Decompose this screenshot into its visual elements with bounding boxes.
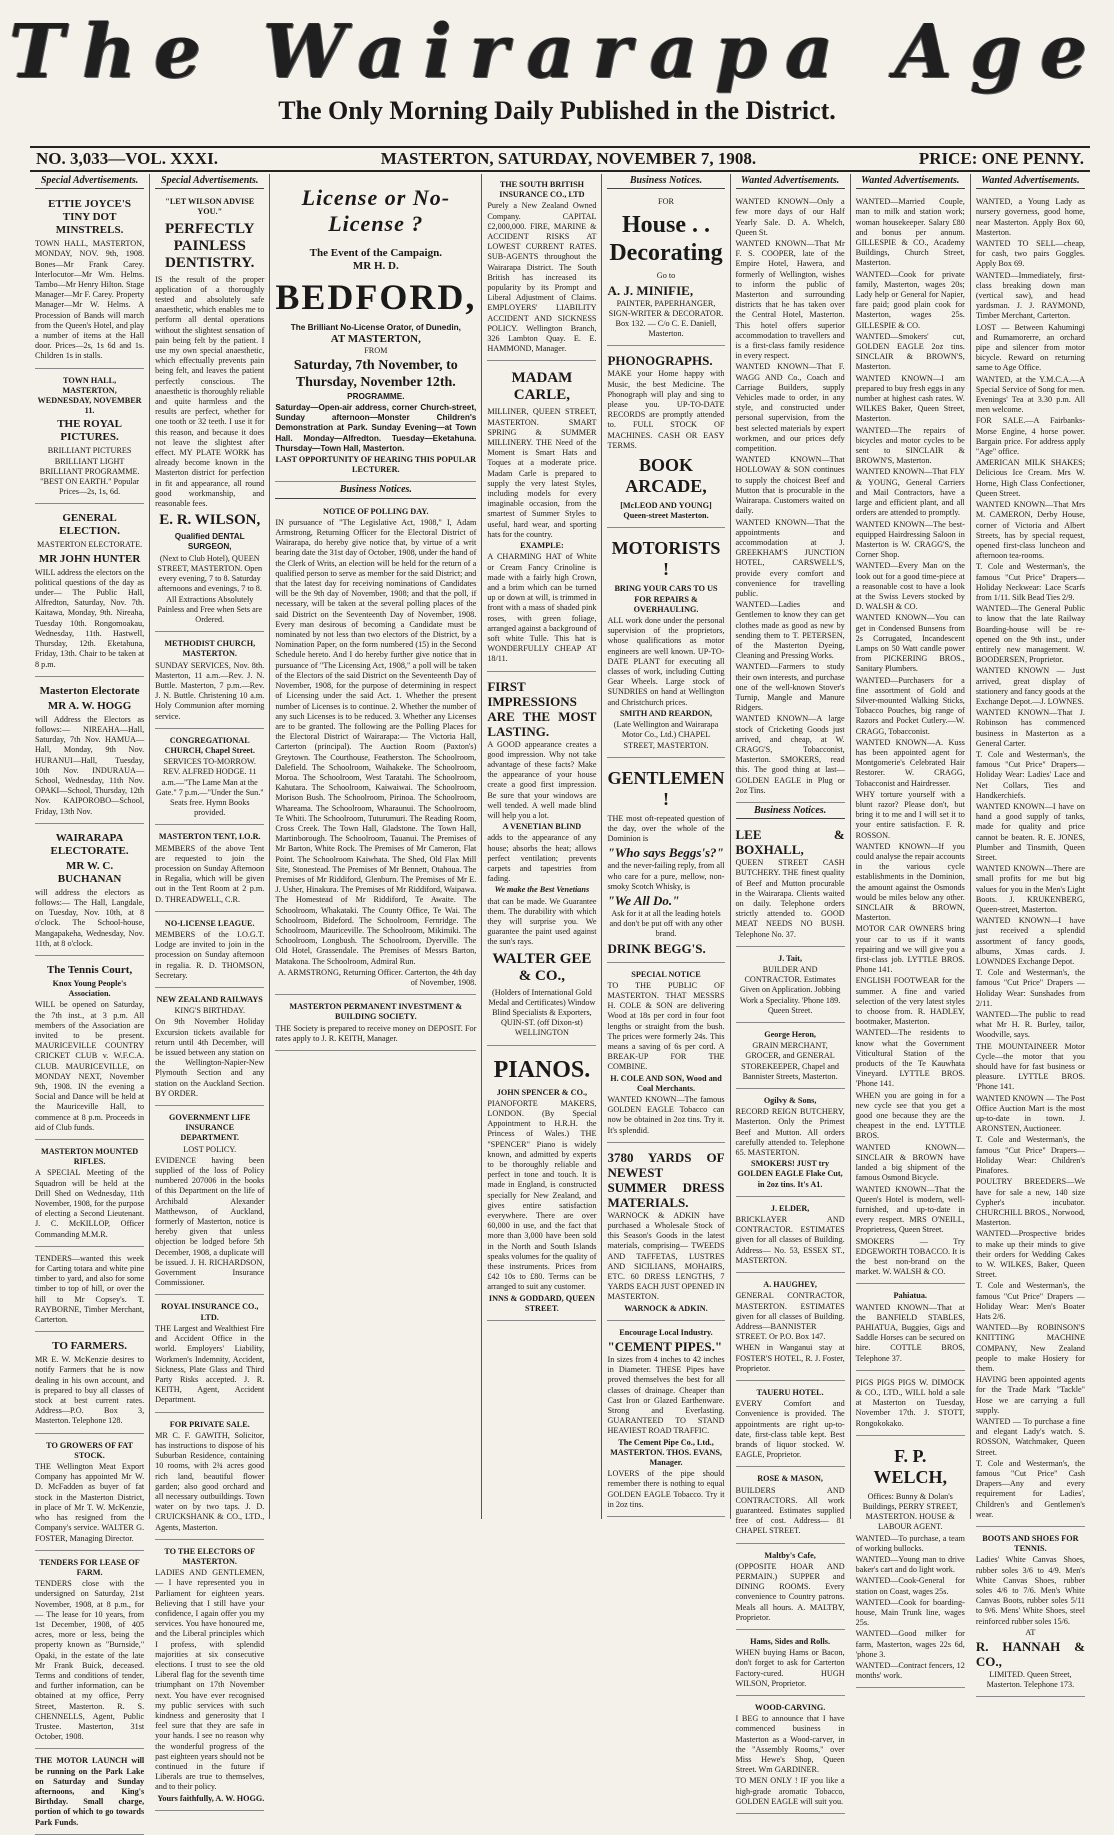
ad-title: GENERAL ELECTION. bbox=[59, 512, 120, 538]
wanted-item: WANTED—Prospective brides to make up their minds to give their orders for Wedding Cakes to W. WILKES, Baker, Queen Street. bbox=[975, 1229, 1085, 1280]
ad-motorists bbox=[607, 531, 724, 757]
ad-tennis-court bbox=[35, 959, 144, 1140]
ad-body: THE Wellington Meat Export Company has appointed Mr W. D. McFadden as buyer of fat stock in the Masterton District, in place of Mr T. W. McKenzie, who has resigned from the Company's service. WALTER G. FOSTER, Managing Director. bbox=[35, 1462, 145, 1543]
ad-signature: INNS & GODDARD, QUEEN STREET. bbox=[488, 1293, 595, 1313]
ad-minifie bbox=[607, 193, 724, 346]
place-and-date: MASTERTON, SATURDAY, NOVEMBER 7, 1908. bbox=[380, 149, 757, 168]
ad-name: LEE & BOXHALL, bbox=[735, 827, 845, 858]
wanted-item: WANTED—Every Man on the look out for a good time-piece at a reasonable cost to have a look at the Swiss Levers stocked by D. WALSH & CO. bbox=[855, 561, 965, 612]
ad-permanent-investment bbox=[275, 998, 476, 1051]
ad-elder bbox=[736, 1200, 845, 1273]
ad-title: WAIRARAPA ELECTORATE. bbox=[50, 831, 129, 857]
ad-nz-railways bbox=[155, 991, 264, 1106]
ad-name: A. HAUGHEY, bbox=[763, 1280, 817, 1290]
ad-title: NO-LICENSE LEAGUE. bbox=[164, 918, 255, 928]
ad-body: RECORD REIGN BUTCHERY, Masterton. Only the Primest Beef and Mutton. All orders carefully attended to. Telephone 65. MASTERTON. bbox=[735, 1107, 845, 1158]
wanted-item: WANTED TO SELL—cheap, for cash, two pairs Goggles. Apply Box 69. bbox=[975, 239, 1085, 269]
ad-no-license-league bbox=[155, 915, 264, 988]
ad-body: On 9th November Holiday Excursion tickets available for return until 4th December, will be issued between any station on the Wellington-Napier-New Plymouth Section and any station on the Auckland Section. BY ORDER. bbox=[155, 1017, 265, 1098]
wanted-item: WANTED KNOWN—That FLY & YOUNG, General Carriers and Mail Contractors, have a large and efficient plant, and all orders are attended to promptly. bbox=[855, 467, 965, 518]
ad-royal-pictures bbox=[35, 372, 144, 505]
ad-name: MR A. W. HOGG bbox=[47, 699, 132, 712]
wanted-item: AMERICAN MILK SHAKES; Delicious Ice Cream. Mrs W. Horne, High Class Confectioner, Queen Street. bbox=[975, 458, 1085, 498]
wanted-item: WANTED KNOWN — Just arrived, great display of stationery and fancy goods at the Exchange Depot.—J. LOWNES. bbox=[975, 666, 1085, 706]
wanted-item: T. Cole and Westerman's, the famous "Cut Price" Drapers—Holiday Wear: Children's Pinafores. bbox=[975, 1135, 1085, 1176]
wanted-item: HAVING been appointed agents for the Trade Mark "Tackle" Hose we are carrying a full supply. bbox=[975, 1375, 1085, 1415]
wanted-item: MOTOR CAR OWNERS bring your car to us if it wants repairing and we will give you a first-class job. LYTTLE BROS. Phone 141. bbox=[855, 924, 965, 975]
golden-eagle-body: WANTED KNOWN—The famous GOLDEN EAGLE Tobacco can now be obtained in 2oz tins. Try it. It's splendid. bbox=[607, 1094, 725, 1135]
wanted-item: WANTED KNOWN—I am prepared to buy fresh eggs in any number at highest cash rates. W. WILKES Baker, Queen Street, Masterton. bbox=[855, 373, 965, 424]
ad-to-farmers bbox=[35, 1335, 144, 1433]
ad-body: EVERY Comfort and Convenience is provided. The appointments are right up-to-date, first-class table kept. Best brands of liquor stocked. W. EAGLE, Proprietor. bbox=[735, 1399, 845, 1460]
from-line: FROM bbox=[364, 345, 388, 355]
mr-line: MR H. D. bbox=[352, 260, 399, 272]
lecture-dates: Saturday, 7th November, to Thursday, November 12th. bbox=[293, 357, 458, 390]
wanted-item: WANTED—Ladies and Gentlemen to know they can get clothes made as good as new by sending them to T. PETERSEN, of the Masterton Dyeing, Cleaning and Pressing Works. bbox=[735, 600, 845, 661]
men-only-line: TO MEN ONLY ! IF you like a high-grade aromatic Tobacco, GOLDEN EAGLE will suit you. bbox=[735, 1776, 845, 1806]
ad-name: WOOD-CARVING. bbox=[754, 1703, 826, 1712]
best-body: that can be made. We Guarantee them. The durability with which they will surprise you. We guarantee the paint used against the sun's rays. bbox=[487, 896, 597, 947]
smokers-line: SMOKERS! JUST try GOLDEN EAGLE Flake Cut, in 2oz tins. It's A1. bbox=[737, 1159, 843, 1189]
newspaper-tagline: The Only Morning Daily Published in the District. bbox=[278, 96, 836, 125]
ad-subtitle: KING'S BIRTHDAY. bbox=[174, 1006, 246, 1016]
column-heading: Business Notices. bbox=[736, 806, 845, 819]
ad-pahiatua bbox=[856, 1287, 965, 1370]
ad-fat-stock bbox=[35, 1437, 144, 1551]
ad-body: I BEG to announce that I have commenced business in Masterton as a Wood-carver, in the "Assembly Rooms," over Miss Hewe's Shop, Queen Street. Wm GARDINER. bbox=[735, 1714, 845, 1775]
column-5 bbox=[602, 174, 730, 1519]
wanted-item: WANTED—By ROBINSON'S KNITTING MACHINE COMPANY, New Zealand people to make Hosiery for them. bbox=[975, 1323, 1085, 1373]
ad-name: H. COLE AND SON, Wood and Coal Merchants. bbox=[610, 1073, 722, 1093]
blind-heading: A VENETIAN BLIND bbox=[502, 822, 582, 832]
ad-bedford-lecture bbox=[275, 176, 476, 482]
ad-private-sale bbox=[155, 1416, 264, 1540]
wanted-item: WANTED—Farmers to study their own interests, and purchase one of the well-known Stover's Turnip, Mangle and Manure Ridgers. bbox=[735, 662, 845, 713]
ad-ogilvy bbox=[736, 1092, 845, 1197]
wanted-item: WANTED—Good milker for farm, Masterton, wages 22s 6d, 'phone 3. bbox=[855, 1629, 965, 1659]
wanted-item: WANTED—The residents to know what the Government Viticultural Station of the products of the Te Kauwhata Vineyard. LYTTLE BROS. 'Phone 141. bbox=[855, 1028, 965, 1089]
wanted-item: ENGLISH FOOTWEAR for the summer. A fine and varied selection of the very latest styles to choose from. R. HADLEY, bootmaker, Masterton. bbox=[855, 976, 965, 1027]
newspaper-title: The Wairarapa Age bbox=[8, 9, 1105, 95]
ad-body: PIGS PIGS PIGS W. DIMOCK & CO., LTD., WILL hold a sale at Masterton on Tuesday, November 17th. J. STOTT, Rongokokako. bbox=[855, 1377, 965, 1428]
ad-body: THE Society is prepared to receive money on DEPOSIT. For rates apply to J. R. KEITH, Manager. bbox=[275, 1023, 477, 1043]
column-7 bbox=[851, 174, 971, 1681]
ad-subtitle: LOST POLICY. bbox=[183, 1144, 237, 1154]
ad-rose-mason bbox=[736, 1470, 845, 1543]
at-line: AT bbox=[1025, 1627, 1036, 1637]
ad-body: A GOOD appearance creates a good impression. Why not take advantage of these facts? Make the appearance of your house create a good first impression. Be sure that your windows are well tended. A well made blind will help you a lot. bbox=[487, 739, 597, 820]
wanted-item: WANTED KNOWN—That Mrs M. CAMERON, Derby House, corner of Victoria and Albert Streets, has by special request, opened first-class luncheon and afternoon tea-rooms. bbox=[975, 500, 1085, 561]
ad-government-insurance bbox=[155, 1109, 264, 1295]
ad-title: ETTIE JOYCE'S TINY DOT MINSTRELS. bbox=[48, 198, 131, 237]
ad-body: BUILDERS AND CONTRACTORS. All work guaranteed. Estimates supplied free of cost. Address— 81 CHAPEL STREET. bbox=[735, 1485, 845, 1536]
ad-wood-carving bbox=[736, 1699, 845, 1814]
wanted-list bbox=[856, 193, 965, 1284]
column-heading: Special Advertisements. bbox=[155, 176, 264, 189]
ad-name: E. R. WILSON, bbox=[159, 512, 261, 529]
ad-title: TO FARMERS. bbox=[52, 1340, 127, 1353]
ad-subtitle: THE ROYAL PICTURES. bbox=[57, 418, 122, 444]
ad-body: TENDERS—wanted this week for Carting totara and white pine timber to yard, and also for some timber to top of hill, or over the hill to Mr Copsey's. T. RAYBORNE, Timber Merchant, Carterton. bbox=[35, 1253, 145, 1325]
ad-body: IS the result of the proper application of a thoroughly tested and absolutely safe anaesthetic, which enables me to perform all dental operations without the slightest sensation of pain being felt by the patient. I use my own special anaesthetic, which effectually prevents pain being felt, and leaves the patient perfectly conscious. The anaesthetic is thoroughly reliable and quite harmless and the results are perfect, whether for one tooth or 32 teeth. I use it for this reason, and because it does not leave the slightest after effect. MY PLATE WORK has already become known in the Masterton district for perfection in fit and appearance, all round good workmanship, and reasonable fees. bbox=[155, 274, 265, 509]
wanted-item: WANTED KNOWN—That HOLLOWAY & SON continues to supply the choicest Beef and Mutton that is procurable in the Wairarapa. Customers waited on daily. bbox=[735, 455, 845, 516]
wanted-item: WANTED KNOWN—SINCLAIR & BROWN have landed a big shipment of the famous Osmond Bicycle. bbox=[855, 1142, 965, 1183]
wanted-item: WANTED KNOWN—I have on hand a good supply of tanks, made for quality and price cannot be beaten. R. E. JONES, Plumber and Tinsmith, Queen Street. bbox=[975, 801, 1085, 862]
ad-madam-carle bbox=[487, 364, 596, 671]
wanted-item: WANTED—Smokers' cut, GOLDEN EAGLE 2oz tins. SINCLAIR & BROWN'S, Masterton. bbox=[855, 331, 965, 372]
ad-body: GRAIN MERCHANT, GROCER, and GENERAL STOREKEEPER, Chapel and Bannister Streets, Masterton. bbox=[741, 1041, 840, 1081]
example-heading: EXAMPLE: bbox=[520, 541, 564, 551]
wanted-item: WANTED KNOWN—That Mr F. S. COOPER, late of the Empire Hotel, Hawera, and formerly of Wellington, wishes to inform the public of Masterton and surrounding districts that he has taken over the Central Hotel, Masterton. This hotel offers superior accommodation to travellers and is a first-class family residence in every respect. bbox=[735, 239, 845, 361]
ad-title: SPECIAL NOTICE bbox=[631, 969, 701, 979]
wanted-item: WANTED KNOWN — The Post Office Auction Mart is the most up-to-date in town. J. ARONSTEN, Auctioneer. bbox=[975, 1093, 1085, 1134]
ad-title: MOTORISTS ! bbox=[611, 538, 721, 580]
ad-body: PIANOFORTE MAKERS, LONDON. (By Special Appointment to H.R.H. the Princess of Wales.) THE "SPENCER" Piano is widely known, and admitted by experts to be thoroughly reliable and perfect in tone and touch. It is made in England, is constructed specially for New Zealand, and gives entire satisfaction everywhere. There are over 60,000 in use, and the fact that more than 3,000 have been sold in the North and South Islands speaks volumes for the quality of these instruments. Prices from £42 10s to £80. Terms can be arranged to suit any customer. bbox=[487, 1098, 597, 1292]
column-heading: Wanted Advertisements. bbox=[976, 176, 1085, 189]
blind-body: adds to the appearance of any house; absorbs the heat; allows perfect ventilation; prevents carpets and tapestries from fading. bbox=[487, 833, 597, 884]
ad-quote: "LET WILSON ADVISE YOU." bbox=[165, 197, 255, 217]
column-2 bbox=[150, 174, 270, 1803]
ad-body: WHEN buying Hams or Bacon, don't forget to ask for Carterton Factory-cured. HUGH WILSON, Proprietor. bbox=[735, 1648, 845, 1688]
for-line: FOR bbox=[658, 197, 674, 207]
price: PRICE: ONE PENNY. bbox=[918, 149, 1084, 168]
wanted-item: WANTED KNOWN—The best-equipped Hairdressing Saloon in Masterton is W. CRAGG'S, the Corner Shop. bbox=[855, 519, 965, 560]
wanted-item: WANTED KNOWN—If you could analyse the repair accounts in the various cycle establishments in the Dominion, the amount against the Osmonds would be miles below any other. SINCLAIR & BROWN, Masterton. bbox=[855, 841, 965, 923]
ad-body: TENDERS close with the undersigned on Saturday, 21st November, 1908, at 8 p.m., for— The lease for 10 years, from 1st December, 1908, of 405 acres, more or less, being the property known as "Burnside," Opaki, in the estate of the late Mr Frank Buick, deceased. Terms and conditions of tender, and further information, can be obtained at my office, Perry Street, Masterton. R. S. CHENNELLS, Agent, Public Trustee. Masterton, 31st October, 1908. bbox=[35, 1579, 145, 1742]
ad-body: MR C. F. GAWITH, Solicitor, has instructions to dispose of his Suburban Residence, containing 10 rooms, with 2¾ acres good rich land, beautiful flower garden; also good orchard and all necessary outbuildings. Town water on by two taps. J. D. CRUICKSHANK & CO., LTD., Agents, Masterton. bbox=[155, 1430, 265, 1532]
ad-address: LIMITED. Queen Street, Masterton. Telephone 173. bbox=[986, 1670, 1075, 1690]
wanted-item: WANTED—Cook-General for station on Coast, wages 25s. bbox=[855, 1576, 965, 1596]
beggs-ask: Ask for it at all the leading hotels and don't be put off with any other brand. bbox=[609, 908, 723, 939]
ad-title: FIRST IMPRESSIONS ARE THE MOST LASTING. bbox=[487, 678, 597, 739]
column-heading: Special Advertisements. bbox=[35, 176, 144, 189]
ad-body: MEMBERS of the I.O.G.T. Lodge are invited to join in the procession on Sunday afternoon in regalia. R. D. THOMSON, Secretary. bbox=[155, 929, 265, 980]
programme-body: Saturday—Open-air address, corner Church-street, Sunday afternoon—Monster Children's Demonstration at Park. Sunday Evening—at Town Hall. Monday—Alfredton. Tuesday—Eketahuna. Thursday—Town Hall, Masterton. bbox=[275, 403, 477, 453]
ad-body: MAKE your Home happy with Music, the best Medicine. The Phonograph will play and sing to please you. UP-TO-DATE RECORDS are promptly attended to. FULL STOCK OF MACHINES. CASH OR EASY TERMS. bbox=[607, 369, 725, 450]
ad-subtitle: BRING YOUR CARS TO US FOR REPAIRS & OVERHAULING. bbox=[614, 584, 718, 614]
wanted-item: WANTED—To purchase, a team of working bullocks. bbox=[855, 1533, 965, 1553]
ad-title: BOOTS AND SHOES FOR TENNIS. bbox=[982, 1534, 1079, 1554]
ad-name: A. J. MINIFIE, bbox=[607, 282, 694, 298]
ad-name: Hams, Sides and Rolls. bbox=[750, 1636, 831, 1646]
ad-walter-gee bbox=[487, 675, 596, 1046]
column-heading: Wanted Advertisements. bbox=[856, 176, 965, 189]
ad-polling-day bbox=[275, 503, 476, 996]
ad-title: MASTERTON PERMANENT INVESTMENT & BUILDING SOCIETY. bbox=[289, 1002, 463, 1022]
ad-hannah-boots bbox=[976, 1530, 1085, 1697]
ad-congregational-church bbox=[155, 732, 264, 826]
ad-body: BRILLIANT PICTURES BRILLIANT LIGHT BRILLIANT PROGRAMME. "BEST ON EARTH." Popular Prices—2s, 1s, 6d. bbox=[39, 446, 140, 497]
ad-body: MR E. W. McKenzie desires to notify Farmers that he is now dealing in his own account, and is prepared to buy all classes of stock at best current rates. Address—P.O. Box 3, Masterton. Telephone 128. bbox=[35, 1355, 145, 1426]
ad-body: Purely a New Zealand Owned Company. CAPITAL £2,000,000. FIRE, MARINE & ACCIDENT RISKS AT LOWEST CURRENT RATES. SUB-AGENTS throughout the Wairarapa District. The South British has increased its popularity by its Prompt and Liberal Adjustment of Claims. EMPLOYERS' LIABILITY ACCIDENT AND SICKNESS POLICY. Wellington Branch, 326 Lambton Quay. E. E. HAMMOND, Manager. bbox=[487, 201, 597, 354]
ad-body: SERVICES TO-MORROW. REV. ALFRED HODGE. 11 a.m.—"The Lame Man at the Gate." 7 p.m.—"Under the Sun." Seats free. Hymn Books provided. bbox=[155, 757, 264, 818]
beggs-middle: and the never-failing reply, from all who care for a pure, mellow, non-smoky Scotch Whisky, is bbox=[607, 861, 725, 891]
ad-name: R. HANNAH & CO., bbox=[975, 1639, 1085, 1670]
wanted-item: WANTED—The repairs of bicycles and motor cycles to be sent to SINCLAIR & BROWN'S, Masterton. bbox=[855, 425, 965, 466]
ad-body: TO THE PUBLIC OF MASTERTON. THAT MESSRS H. COLE & SON are delivering Wood at 18s per cord in four foot lengths or straight from the bush. The prices were formerly 24s. This means a saving of 6s per cord. A BREAK-UP FOR THE COMBINE. bbox=[607, 980, 725, 1072]
column-4 bbox=[482, 174, 602, 1519]
ad-south-british bbox=[487, 176, 596, 361]
ad-body: ALL work done under the personal supervision of the proprietors, whose qualifications as motor engineers are well known. UP-TO-DATE PLANT for executing all classes of work, including Cutting Gear Wheels. Large stock of SUNDRIES on hand at Wellington and Christchurch prices. bbox=[607, 616, 725, 707]
ad-body: will Address the Electors as follows:— NIREAHA—Hall, Saturday, 7th Nov. HAMUA—Hall, Monday, 9th Nov. HURANUI—Hall, Tuesday, 10th Nov. INDURAUA—School, Wednesday, 11th Nov. OPAKI—School, Thursday, 12th Nov. KAIPOROBO—School, Friday, 13th Nov. bbox=[35, 714, 145, 816]
ad-motor-launch bbox=[35, 1752, 144, 1834]
ad-name: MADAM CARLE, bbox=[511, 370, 573, 404]
wanted-item: WANTED, a Young Lady as nursery governess, good home, near Masterton. Apply Box 60, Masterton. bbox=[975, 197, 1085, 237]
ad-taueru-hotel bbox=[736, 1384, 845, 1467]
wanted-item: WANTED KNOWN—That J. Robinson has commenced business in Masterton as a General Carter. bbox=[975, 708, 1085, 748]
wanted-item: T. Cole and Westerman's, the famous "Cut Price" Cash Drapers—Any and every requirement for Ladies', Children's and Gentlemen's wear. bbox=[975, 1458, 1085, 1519]
wanted-item: T. Cole and Westerman's, the famous "Cut Price" Drapers — Holiday Wear: Sunshades from 2/11. bbox=[975, 968, 1085, 1008]
wanted-list bbox=[736, 193, 845, 803]
wanted-item: WHEN you are going in for a new cycle see that you get a good one because they are the cheapest in the end. LYTTLE BROS. bbox=[855, 1090, 965, 1141]
ad-minstrels bbox=[35, 193, 144, 368]
ad-body: A SPECIAL Meeting of the Squadron will be held at the Drill Shed on Wednesday, 11th November, 1908, for the purpose of electing a Second Lieutenant. J. C. McKILLOP, Officer Commanding M.M.R. bbox=[35, 1168, 145, 1239]
wanted-item: FOR SALE.—A Fairbanks-Morse Engine, 4 horse power. Bargain price. For address apply "Age" office. bbox=[975, 416, 1085, 457]
ad-body: PAINTER, PAPERHANGER, SIGN-WRITER & DECORATOR. Box 132. — C/o C. E. Daniell, Masterton. bbox=[608, 298, 724, 339]
ad-subtitle: Knox Young People's Association. bbox=[52, 978, 127, 999]
wanted-item: WANTED—Immediately, first-class breaking down man (vertical saw), and head yardsman. J. J. RAYMOND, Timber Merchant, Carterton. bbox=[975, 270, 1085, 321]
beggs-question: "Who says Beggs's?" bbox=[607, 845, 724, 861]
ad-body: WILL address the electors on the political questions of the day as under— The Public Hall, Alfredton, Saturday, Nov. 7th. Kaitawa, Monday, 9th. Nireaha, Tuesday 10th. Rongomoakau, Wednesday, 11th. Hastwell, Thursday, 12th. Eketahuna, Friday, 13th. Chair to be taken at 8 p.m. bbox=[35, 567, 145, 669]
ad-body: THE Largest and Wealthiest Fire and Accident Office in the world. Employers' Liability, Workmen's Indemnity, Accident, Sickness, Plate Glass and Third Party Risks accepted. J. R. KEITH, Agent, Accident Department. bbox=[155, 1323, 265, 1405]
ad-maltby-cafe bbox=[736, 1547, 845, 1630]
wanted-item: WANTED KNOWN—That F. WAGG AND Co., Coach and Carriage Builders, supply Vehicles made to order, in any style, and constructed under personal supervision, from the best selected materials by expert workmen, and our prices defy competition. bbox=[735, 362, 845, 454]
ad-title: House . . Decorating bbox=[609, 212, 723, 267]
ad-name: WALTER GEE & CO., bbox=[492, 950, 592, 984]
ad-body: WILL be opened on Saturday, the 7th inst., at 3 p.m. All members of the Association are invited to be present. MAURICEVILLE COUNTRY CRICKET CLUB v. W.F.C.A. CLUB. MAURICEVILLE, on MONDAY NEXT, November 9th, 1908. IN the evening a Social and Dance will be held at the Mauriceville Hall, to commence at 8 p.m. Proceeds in aid of Club funds. bbox=[35, 1000, 145, 1132]
ad-title: METHODIST CHURCH, MASTERTON. bbox=[164, 639, 256, 659]
ad-title: THE SOUTH BRITISH INSURANCE CO., LTD bbox=[499, 180, 585, 200]
wanted-item: LOST — Between Kahumingi and Rumamorerre, an orchard pipe and silencer from motor bicycle. Reward on returning same to Age Office. bbox=[975, 322, 1085, 373]
ad-methodist-church bbox=[155, 635, 264, 729]
ad-title: PHONOGRAPHS. bbox=[607, 353, 713, 369]
wanted-item: WANTED KNOWN—A large stock of Cricketing Goods just arrived, and cheap, at W. CRAGG'S, Tobacconist, Masterton. SMOKERS, read this. The good thing at last—GOLDEN EAGLE in Plug or 2oz Tins. bbox=[735, 714, 845, 795]
ad-wilson-dentistry bbox=[155, 193, 264, 632]
wanted-item: WHY torture yourself with a blunt razor? Please don't, but bring it to me and I will set it to your entire satisfaction. F. R. ROSSON. bbox=[855, 789, 965, 840]
wanted-item: WANTED—The public to read what Mr H. R. Burley, tailor, Woodville, says. bbox=[975, 1010, 1085, 1040]
ad-title: NEW ZEALAND RAILWAYS bbox=[156, 995, 263, 1004]
ad-body: IN pursuance of "The Legislative Act, 1908," I, Adam Armstrong, Returning Officer for the Electoral District of Wairarapa, do hereby give notice that, by virtue of a writ bearing date the 31st day of October, 1908, under the hand of the Clerk of Writs, an election will be held for the return of a qualified person to serve as member for the said District; and that the latest day for receiving nominations of Candidates will be the 9th day of November, 1908; and that the poll, if necessary, will be taken at the several polling places of the said District on the Seventeenth Day of November, 1908. Every man desirous of becoming a Candidate must be nominated by not less than two electors of the District, by a Nomination Paper, on the form numbered (15) in the Second Schedule hereto. And I do hereby further give notice that in pursuance of "The Licensing Act, 1908," a poll will be taken of the Electors of the said District on the Seventeenth Day of November, 1908, for the purpose of determining in respect of Licensing under the said Act. 1. Whether the present number of Licenses is to continue. 2. Whether the number of any such Licenses is to be reduced. 3. Whether any Licenses are to be granted. The following are the Polling Places for the Electoral District of Wairarapa:— The Victoria Hall, Carterton (principal). The Auction Room (Paxton's) Greytown. The Courthouse, Featherston. The Schoolroom, Dalefield. The Schoolroom, Waihakeke. The Schoolroom, Moroa. The Schoolroom, West Taratahi. The Schoolroom, Kahutara. The Schoolroom, Kaiwaiwai. The Schoolroom, Morison Bush. The Schoolroom, Pirinoa. The Schoolroom, Whareama. The Schoolroom, Wharaunui. The Schoolroom, Te Whiti. The Schoolroom, Tuturumuri. The Reading Room, Cross Creek. The Town Hall, Gladstone. The Town Hall, Martinborough. The Schoolroom, Tauanui. The Premises of Mr Barton, White Rock. The Premises of Mr Cameron, Flat Point. The Schoolroom Kaiwhata. The Shed, Old Flax Mill Site, Stonestead. The Premises of Mr Bennett, Otahoua. The Premises of Mr Riddiford, Glenburn. The Premises of Mr E. J. Usher, Hinakura. The Premises of Mr Riddiford, Waipawa. The Homestead of Mr Riddiford, Te Awaite. The Schoolroom, Whakataki. The County Office, Te Wai. The Schoolroom, Bideford. The Schoolroom, Fernridge. The Schoolroom, Mauriceville. The Schoolroom, Mikimiki. The Schoolroom, Longbush. The Schoolroom, Dyerville. The Old Hotel, Grassendale. The Premises of Messrs Barton, Matakona. The Schoolroom, Admiral Run. bbox=[275, 517, 477, 966]
ad-lease-farm bbox=[35, 1554, 144, 1750]
ad-body: SUNDAY SERVICES, Nov. 8th. Masterton, 11 a.m.—Rev. J. N. Buttle. Masterton, 7 p.m.—Rev. J. N. Buttle. Christening 10 a.m. Holy Communion after morning service. bbox=[155, 660, 265, 721]
speaker-name: BEDFORD, bbox=[275, 277, 477, 318]
wanted-item: SMOKERS — Try EDGEWORTH TOBACCO. It is the best non-brand on the market. W. WALSH & CO. bbox=[855, 1236, 965, 1277]
ad-body: GENERAL CONTRACTOR, MASTERTON. ESTIMATES given for all classes of Building. Address—BANNISTER STREET. Or P.O. Box 147. bbox=[735, 1291, 845, 1342]
ad-title: PERFECTLY PAINLESS DENTISTRY. bbox=[165, 220, 255, 271]
wanted-item: WANTED—Cook for boarding-house, Main Trunk line, wages 25s. bbox=[855, 1597, 965, 1628]
wanted-item: WANTED KNOWN—You can get in Condensed Bunsens from 2s Corrugated, Incandescent Lamps on 50 Watt candle power from PICKERING BROS., Sanitary Plumbers. bbox=[855, 613, 965, 674]
ad-phonographs bbox=[607, 349, 724, 528]
ad-john-hunter bbox=[35, 507, 144, 676]
ad-address: (Late Wellington and Wairarapa Motor Co., Ltd.) CHAPEL STREET, MASTERTON. bbox=[613, 720, 719, 750]
ad-body: WARNOCK & ADKIN have purchased a Wholesale Stock of this Season's Goods in the latest materials, comprising— TWEEDS AND TAFFETAS, LUSTRES AND SICILIANS, MOHAIRS, ETC. 60 DRESS LENGTHS, 7 YARDS EACH JUST OPENED IN MASTERTON. bbox=[607, 1210, 725, 1302]
ad-title: The Tennis Court, bbox=[46, 963, 133, 976]
last-opportunity: LAST OPPORTUNITY OF HEARING THIS POPULAR LECTURER. bbox=[275, 455, 477, 475]
ad-royal-insurance bbox=[155, 1298, 264, 1412]
ad-body: TOWN HALL, MASTERTON, MONDAY, NOV. 9th, 1908. Bones—Mr Frank Carey. Interlocutor—Mr Wm. Helms. Tambo—Mr Henry Hilton. Stage Manager—Mr F. Carey. Property Manager—Mr W. Helms. A Procession of Bands will march from the Queen's Hotel, and play a number of items at the Hall door. Prices—2s, 1s 6d and 1s. Children 1s in stalls. bbox=[35, 239, 145, 361]
column-1 bbox=[30, 174, 150, 1827]
wanted-item: WANTED KNOWN—That the appointments and accommodation at J. GREEKHAM'S JUNCTION HOTEL, CARSWELL'S, provide every comfort and convenience for travelling public. bbox=[735, 517, 845, 598]
ad-title: TOWN HALL, MASTERTON, WEDNESDAY, NOVEMBER 11. bbox=[37, 375, 142, 416]
ad-name: George Heron, bbox=[764, 1030, 816, 1040]
ad-title: Masterton Electorate bbox=[39, 684, 140, 697]
book-arcade: BOOK ARCADE, bbox=[625, 455, 707, 497]
ad-lee-boxhall bbox=[736, 823, 845, 947]
ad-body: THE MOTOR LAUNCH will be running on the Park Lake on Saturday and Sunday afternoons, and King's Birthday. Small charge, portion of which to go towards Park Funds. bbox=[35, 1756, 145, 1827]
masthead bbox=[0, 0, 1114, 125]
ad-title: GENTLEMEN ! bbox=[607, 767, 725, 809]
ad-title: 3780 YARDS OF NEWEST SUMMER DRESS MATERIALS. bbox=[607, 1149, 725, 1210]
wanted-item: WANTED KNOWN—There are small profits for me but big values for you in the Men's Light Boots. J. KRUKENBERG, Queen-street, Masterton. bbox=[975, 864, 1085, 915]
ad-name: F. P. WELCH, bbox=[873, 1445, 947, 1487]
ad-signature: A. ARMSTRONG, Returning Officer. Carterton, the 4th day of November, 1908. bbox=[277, 967, 477, 987]
ad-haughey bbox=[736, 1276, 845, 1381]
ad-title: MASTERTON MOUNTED RIFLES. bbox=[41, 1147, 139, 1167]
column-6 bbox=[731, 174, 851, 1806]
columns bbox=[30, 174, 1090, 1827]
wanted-item: T. Cole and Westerman's, the famous "Cut Price" Drapers—Holiday Wear: Ladies' Lace and Net Collars, Ties and Handkerchiefs. bbox=[975, 749, 1085, 800]
wanted-list bbox=[976, 193, 1085, 1527]
ad-to-electors bbox=[155, 1543, 264, 1811]
ad-subtitle: (Holders of International Gold Medal and Certificates) Window Blind Specialists & Exporters, QUIN-ST. (off Dixon-st) WELLINGTON bbox=[488, 987, 596, 1038]
wanted-item: WANTED—Contract fencers, 12 months' work. bbox=[855, 1661, 965, 1681]
ad-body: In sizes from 4 inches to 42 inches in Diameter. THESE Pipes have proved themselves the best for all classes of drainage. Cheaper than Cast Iron or Glazed Earthenware. Strong and Everlasting. GUARANTEED TO STAND HEAVIEST ROAD TRAFFIC. bbox=[607, 1355, 725, 1436]
best-heading: We make the Best Venetians bbox=[494, 885, 590, 895]
ad-title: GOVERNMENT LIFE INSURANCE DEPARTMENT. bbox=[168, 1113, 251, 1143]
example-body: A CHARMING HAT of White or Cream Fancy Crinoline is made with a fairly high Crown, and a brim which can be turned up or down at will, is trimmed in front with a mass of shaded pink roses, with green foliage, arranged against a background of soft white Tulle. This hat is WONDERFULLY CHEAP AT 18/11. bbox=[487, 552, 597, 664]
ad-pianos bbox=[487, 1049, 596, 1321]
orator-line: The Brilliant No-License Orator, of Dunedin, bbox=[290, 323, 461, 333]
wanted-item: WANTED—Purchasers for a fine assortment of Gold and Silver-mounted Walking Sticks, Tobacco Pouches, big range of Razors and Pocket Cutlery.—W. CRAGG, Tobacconist. bbox=[855, 675, 965, 736]
ad-body: Ladies' White Canvas Shoes, rubber soles 3/6 to 4/9. Men's White Canvas Shoes, rubber soles 4/6 to 7/6. Men's White Canvas Boots, rubber soles 5/11 to 9/6. Mens' White Shoes, steel reinforced rubber soles 15/6. bbox=[975, 1555, 1085, 1626]
ad-title: NOTICE OF POLLING DAY. bbox=[323, 506, 429, 516]
column-heading: Business Notices. bbox=[607, 176, 724, 189]
column-8 bbox=[971, 174, 1090, 1690]
wanted-item: WANTED, at the Y.M.C.A.—A Special Service of Song for men. Evenings' Tea at 3.30 p.m. All men welcome. bbox=[975, 374, 1085, 415]
encourage-line: Encourage Local Industry. bbox=[619, 1327, 713, 1337]
pianos-heading: PIANOS. bbox=[493, 1056, 591, 1083]
drink-beggs: DRINK BEGG'S. bbox=[607, 940, 706, 956]
ad-body: QUEEN STREET CASH BUTCHERY. THE finest quality of Beef and Mutton procurable in the Wairarapa. Clients waited on daily. Telephone orders strictly attended to. GOOD MEAT NEEDS NO BUSH. Telephone No. 37. bbox=[735, 858, 845, 939]
wanted-item: WANTED—Young man to drive baker's cart and do light work. bbox=[855, 1554, 965, 1575]
ad-tenders-carting bbox=[35, 1250, 144, 1332]
event-line: The Event of the Campaign. bbox=[309, 247, 442, 259]
wanted-item: WANTED KNOWN—A. Kuss has been appointed agent for Montgomerie's Celebrated Hair Restorer. W. CRAGG, Tobacconist and Hairdresser. bbox=[855, 737, 965, 788]
ad-title: FOR PRIVATE SALE. bbox=[169, 1419, 250, 1429]
ad-heron bbox=[736, 1026, 845, 1089]
wanted-item: WANTED—Cook for private family, Masterton, wages 20s; Lady help or General for Napier, fare paid; good plain cook for Masterton, wages 25s. GILLESPIE & CO. bbox=[855, 269, 965, 330]
ad-name: MR JOHN HUNTER bbox=[38, 552, 141, 565]
dateline-bar bbox=[30, 146, 1090, 172]
wanted-item: WANTED KNOWN—I have just received a splendid assortment of fancy goods, albums, Xmas cards. J. LOWNDES Exchange Depot. bbox=[975, 916, 1085, 967]
ad-title: TENDERS FOR LEASE OF FARM. bbox=[39, 1557, 140, 1577]
wanted-item: T. Cole and Westerman's, the famous "Cut Price" Drapers — Holiday Wear: Men's Boater Hats 2/6. bbox=[975, 1281, 1085, 1321]
column-heading: Business Notices. bbox=[275, 485, 476, 498]
ad-buchanan bbox=[35, 827, 144, 956]
ad-title: TO GROWERS OF FAT STOCK. bbox=[46, 1440, 133, 1460]
ad-name: J. ELDER, bbox=[770, 1203, 810, 1213]
wanted-item: THE MOUNTAINEER Motor Cycle—the motor that you should have for fast business or pleasure. LYTTLE BROS. 'Phone 141. bbox=[975, 1041, 1085, 1092]
beggs-answer: "We All Do." bbox=[607, 892, 680, 908]
ad-name: J. Tait, bbox=[778, 953, 803, 963]
ad-body: EVIDENCE having been supplied of the loss of Policy numbered 207006 in the books of this Department on the life of Archibald Alexander Matthewson, of Auckland, formerly of Masterton, notice is hereby given that unless objection be lodged before 5th December, 1908, a duplicate will be issued. J. H. RICHARDSON, Government Insurance Commissioner. bbox=[155, 1155, 265, 1288]
license-heading: License or No-License ? bbox=[301, 185, 451, 236]
ad-name: TAUERU HOTEL. bbox=[756, 1387, 824, 1397]
ad-cement-pipes bbox=[607, 1324, 724, 1517]
fosters-line: WHEN in Wanganui stay at FOSTER'S HOTEL, R. J. Foster, Proprietor. bbox=[735, 1343, 845, 1373]
ad-beggs bbox=[607, 761, 724, 963]
at-line: AT MASTERTON, bbox=[330, 333, 421, 346]
ad-welch bbox=[856, 1439, 965, 1689]
ad-pigs bbox=[856, 1374, 965, 1436]
ad-body: MILLINER, QUEEN STREET, MASTERTON. SMART SPRING & SUMMER MILLINERY. THE Need of the Moment is Smart Hats and Toques at a moderate price. Madam Carle is prepared to supply the very latest Styles, including models for every imaginable occasion, from the smartest of Summer Styles to useful, hard wear, and sporting hats for the country. bbox=[487, 407, 597, 539]
ad-signature: Yours faithfully, A. W. HOGG. bbox=[157, 1793, 265, 1803]
ad-name: MR W. C. BUCHANAN bbox=[57, 859, 122, 885]
ad-name: WARNOCK & ADKIN. bbox=[624, 1303, 708, 1313]
ad-body: THE most oft-repeated question of the day, over the whole of the Dominion is bbox=[607, 813, 725, 844]
ad-mounted-rifles bbox=[35, 1143, 144, 1247]
ad-body: WANTED KNOWN—That at the BANFIELD STABLES, PAHIATUA, Buggies, Gigs and Saddle Horses can be secured on hire. COTTLE BROS, Telephone 37. bbox=[855, 1302, 965, 1363]
ad-name: ROSE & MASON, bbox=[757, 1474, 823, 1484]
ad-body: (Next to Club Hotel), QUEEN STREET, MASTERTON. Open every evening, 7 to 8. Saturday afternoons and evenings, 7 to 8. All Extractions Absolutely Painless and Free when Sets are Ordered. bbox=[157, 553, 263, 624]
wanted-item: WANTED — To purchase a fine and elegant Lady's watch. S. ROSSON, Watchmaker, Queen Street. bbox=[975, 1416, 1085, 1457]
ad-subtitle: Qualified DENTAL SURGEON, bbox=[174, 532, 245, 552]
ad-name: Maltby's Cafe, bbox=[764, 1550, 816, 1560]
ad-body: BUILDER AND CONTRACTOR. Estimates Given on Application. Jobbing Work a Speciality. 'Phone 189. Queen Street. bbox=[739, 965, 841, 1015]
ad-masterton-tent bbox=[155, 828, 264, 911]
issue-number: NO. 3,033—VOL. XXXI. bbox=[36, 149, 218, 168]
ad-title: "CEMENT PIPES." bbox=[607, 1339, 723, 1355]
ad-subtitle: MASTERTON ELECTORATE. bbox=[36, 540, 143, 550]
ad-body: Offices: Bunny & Dolan's Buildings, PERRY STREET, MASTERTON. HOUSE & LABOUR AGENT. bbox=[862, 1491, 958, 1532]
ad-name: JOHN SPENCER & CO., bbox=[496, 1087, 588, 1097]
ad-title: MASTERTON TENT, I.O.R. bbox=[158, 832, 261, 842]
goto-line: Go to bbox=[656, 271, 676, 281]
ad-body: LADIES AND GENTLEMEN,— I have represented you in Parliament for eighteen years. Believing that I still have your confidence, I again offer you my services. You have honoured me, and the Liberal principles which I profess, with splendid majorities at six consecutive elections. I trust to see the old Liberal flag for the seventh time triumphant on 17th November next. You have ever recognised my public services with such kindness and generosity that I feel sure that they are safe in your hands. I see no reason why the wonderful progress of the past eighteen years should not be continued in the future if Liberals are true to themselves, and to their policy. bbox=[155, 1568, 265, 1792]
book-arcade-sub: [McLEOD AND YOUNG] Queen-street Masterton. bbox=[620, 501, 712, 521]
ad-name: Ogilvy & Sons, bbox=[763, 1096, 817, 1106]
ad-body: BRICKLAYER AND CONTRACTOR. ESTIMATES given for all classes of Building. Address— No. 53, ESSEX ST., MASTERTON. bbox=[735, 1215, 845, 1265]
ad-body: will address the electors as follows:— The Hall, Langdale, on Tuesday, Nov. 10th, at 8 o'clock. The School-house, Mangapakeha, Wednesday, Nov. 11th, at 8 o'clock. bbox=[35, 887, 145, 948]
ad-title: Pahiatua. bbox=[893, 1291, 927, 1301]
ad-name: SMITH AND REARDON, bbox=[619, 708, 713, 718]
wanted-item: WANTED—Married Couple, man to milk and station work; woman housekeeper. Salary £80 and bonus per annum. GILLESPIE & CO., Academy Buildings, Church Street, Masterton. bbox=[855, 197, 965, 268]
ad-tait bbox=[736, 950, 845, 1023]
ad-body: (OPPOSITE HOAR AND PERMAIN.) SUPPER and DINING ROOMS. Every convenience to Country patrons. Meals all hours. A. MALTBY, Proprietor. bbox=[735, 1561, 845, 1622]
lovers-line: LOVERS of the pipe should remember there is nothing to equal GOLDEN EAGLE Tobacco. Try it in 2oz tins. bbox=[607, 1469, 725, 1509]
ad-name: The Cement Pipe Co., Ltd., MASTERTON. THOS. EVANS, Manager. bbox=[610, 1437, 722, 1468]
ad-hogg-electorate bbox=[35, 680, 144, 824]
ad-warnock-adkin bbox=[607, 1146, 724, 1321]
wanted-item: WANTED—The General Public to know that the late Railway Boarding-house will be re-opened on the 9th inst., under entirely new management. W. BOODERSEN, Proprietor. bbox=[975, 604, 1085, 665]
ad-title: CONGREGATIONAL CHURCH, Chapel Street. bbox=[164, 735, 255, 755]
column-3 bbox=[270, 174, 482, 1519]
column-heading: Wanted Advertisements. bbox=[736, 176, 845, 189]
ad-hams bbox=[736, 1633, 845, 1696]
ad-title: ROYAL INSURANCE CO., LTD. bbox=[160, 1302, 259, 1322]
programme-heading: PROGRAMME. bbox=[347, 391, 405, 401]
ad-cole-and-son bbox=[607, 966, 724, 1143]
ad-body: MEMBERS of the above Tent are requested to join the procession on Sunday Afternoon in Regalia, which will be given out in the Tent Room at 2 p.m. D. THREADWELL, C.R. bbox=[155, 843, 265, 904]
wanted-item: T. Cole and Westerman's, the famous "Cut Price" Drapers—Holiday Neckwear: Lace Scarfs from 1/11. Silk Bead Ties 2/9. bbox=[975, 562, 1085, 602]
wanted-item: POULTRY BREEDERS—We have for sale a new, 140 size Cypher's incubator. CHURCHILL BROS., Norwood, Masterton. bbox=[975, 1177, 1085, 1228]
wanted-item: WANTED KNOWN—Only a few more days of our Half Yearly Sale. D. A. Whelch, Queen St. bbox=[735, 197, 845, 237]
ad-title: TO THE ELECTORS OF MASTERTON. bbox=[164, 1546, 256, 1566]
wanted-item: WANTED KNOWN—That the Queen's Hotel is modern, well-furnished, and up-to-date in every respect. MRS O'NEILL, Proprietress, Queen Street. bbox=[855, 1184, 965, 1235]
